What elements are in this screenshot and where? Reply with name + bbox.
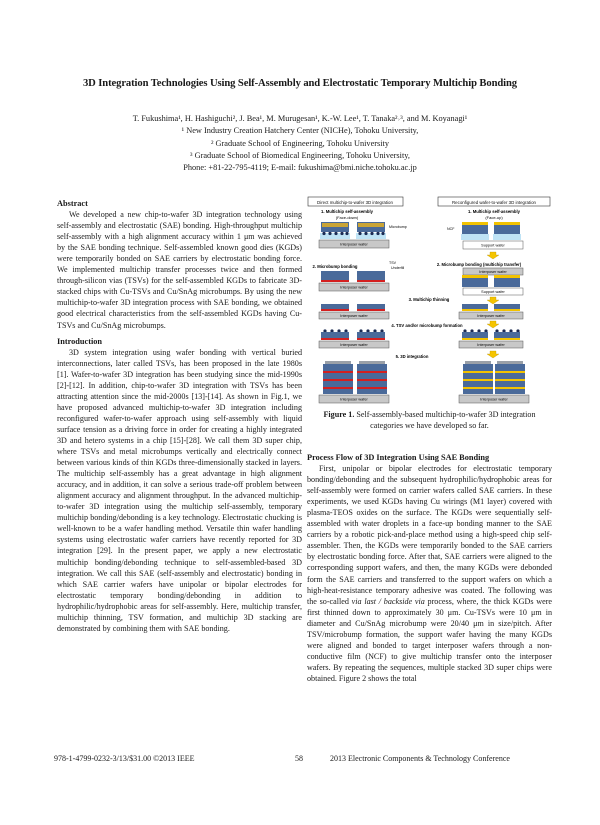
affiliation-2: ² Graduate School of Engineering, Tohoku University bbox=[210, 138, 390, 148]
introduction-text: 3D system integration using wafer bonding with vertical buried interconnections, later called TSVs, has been proposed in the late 1980s [1]. Wafer-to-wafer 3D integration has been studying since the mid-1990s [2]-[12]. In addition, chip-to-wafer 3D integration with TSVs has been attracting attention since the mid-2000s [13]-[14]. As shown in Fig.1, we have proposed advanced multichip-to-wafer 3D integration including reconfigured wafer-to-wafer approach using self-assembly with liquid surface tension as a driving force in order for creating a highly integrated 3D and hetero systems in a chip [15]-[28]. We call them 3D super chip, where TSVs and metal microbumps vertically and electrically connect between various kinds of thin KGDs three-dimensionally stacked in layers. The multichip self-assembly has a great advantage in high alignment accuracy, and in addition, it can solve a serious trade-off problem between alignment accuracy and alignment throughput. In the advanced multichip-to-wafer 3D integration using the multichip self-assembly, temporary multichip bonding/debonding is a key technology. Electrostatic chucking is well-known to be a wafer handling method. Versatile thin wafer handling systems using electrostatic wafer carriers have recently reported for 3D integration [29]. In the present paper, we apply a new electrostatic multichip bonding/debonding technique to self-assembled-based 3D integration. We call this SAE (self-assembly and electrostatic) bonding in which SAE carrier wafers have unipolar or bipolar electrodes for electrostatic temporary bonding/debonding in addition to hydrophilic/hydrophobic areas for self-assembly. Here, multichip transfer, multichip thinning, TSV formation, and multichip 3D stacking are demonstrated by combining them with SAE bonding. bbox=[57, 347, 302, 633]
author-list: T. Fukushima¹, H. Hashiguchi², J. Bea¹, M. Murugesan¹, K.-W. Lee¹, T. Tanaka²˒³, and M. Koyanagi¹ bbox=[132, 114, 468, 123]
svg-text:TSV: TSV bbox=[389, 261, 396, 265]
svg-text:Interposer wafer: Interposer wafer bbox=[480, 397, 508, 402]
right-column bbox=[307, 452, 552, 684]
svg-text:Interposer wafer: Interposer wafer bbox=[477, 343, 505, 347]
svg-text:Interposer wafer: Interposer wafer bbox=[340, 242, 368, 247]
left-column bbox=[57, 198, 302, 634]
figure-1-caption-text: Self-assembly-based multichip-to-wafer 3D integration categories we have developed so far. bbox=[354, 410, 536, 430]
left-step-2: 2. Microbump bonding bbox=[312, 264, 358, 269]
left-step-1: 1. Multichip self-assembly bbox=[321, 209, 373, 214]
svg-text:NCF: NCF bbox=[447, 227, 455, 231]
figure-1-caption bbox=[307, 409, 552, 431]
right-stack bbox=[463, 361, 525, 394]
step-5: 5. 3D integration bbox=[395, 354, 429, 359]
affiliation-3: ³ Graduate School of Biomedical Engineering, Tohoku University, bbox=[190, 150, 410, 160]
left-stack bbox=[323, 361, 387, 394]
right-step-1-sub: (Face-up) bbox=[485, 215, 503, 220]
svg-text:Interposer wafer: Interposer wafer bbox=[340, 314, 368, 318]
svg-text:Interposer wafer: Interposer wafer bbox=[340, 397, 368, 402]
left-step1-chips bbox=[320, 222, 407, 239]
abstract-text: We developed a new chip-to-wafer 3D integration technology using self-assembly and electrostatic (SAE) bonding. High-throughput multichip self-assembly with a high alignment accuracy within 1 μm was achieved by the SAE bonding technique. Self-assembled known good dies (KGDs) were temporarily bonded on SAE carriers by electrostatic bonding force. We implemented multichip transfer processes twice and then formed through-silicon vias (TSVs) for the self-assembled KGDs to fabricate 3D-stacked chips with Cu-TSVs and Cu/SnAg microbumps. By using the new multichip-to-wafer 3D integration process with SAE bonding, we obtained good electrical characteristics from the self-assembled KGDs having Cu-TSVs and Cu/SnAg microbumps. bbox=[57, 210, 302, 330]
svg-text:Support wafer: Support wafer bbox=[481, 243, 505, 248]
left-panel-title: Direct multichip-to-wafer 3D integration bbox=[317, 199, 393, 205]
abstract-heading: Abstract bbox=[57, 199, 88, 208]
introduction-heading: Introduction bbox=[57, 336, 103, 346]
affiliation-1: ¹ New Industry Creation Hatchery Center (NICHe), Tohoku University, bbox=[181, 126, 419, 136]
right-step1-chips bbox=[447, 222, 521, 240]
figure-1-label: Figure 1. bbox=[323, 410, 355, 419]
step-3: 3. Multichip thinning bbox=[408, 297, 450, 302]
contact-line: Phone: +81-22-795-4119; E-mail: fukushima@bmi.niche.tohoku.ac.jp bbox=[183, 163, 417, 173]
footer-page-number: 58 bbox=[295, 754, 303, 763]
footer-conference: 2013 Electronic Components & Technology Conference bbox=[330, 754, 510, 763]
svg-text:Support wafer: Support wafer bbox=[481, 290, 505, 294]
svg-text:Interposer wafer: Interposer wafer bbox=[340, 285, 368, 290]
figure-1 bbox=[307, 196, 552, 406]
process-flow-heading: Process Flow of 3D Integration Using SAE Bonding bbox=[307, 453, 490, 462]
svg-text:Interposer wafer: Interposer wafer bbox=[477, 314, 505, 318]
svg-text:Interposer wafer: Interposer wafer bbox=[479, 270, 507, 274]
right-step-1: 1. Multichip self-assembly bbox=[468, 209, 520, 214]
author-block bbox=[0, 113, 600, 174]
footer-isbn: 978-1-4799-0232-3/13/$31.00 ©2013 IEEE bbox=[54, 754, 195, 763]
paper-title: 3D Integration Technologies Using Self-Assembly and Electrostatic Temporary Multichip Bonding bbox=[82, 78, 517, 89]
svg-text:Interposer wafer: Interposer wafer bbox=[340, 343, 368, 347]
svg-text:Underfill: Underfill bbox=[391, 266, 405, 270]
right-step-2: 2. Microbump bonding (multichip transfer) bbox=[436, 262, 522, 267]
left-step-1-sub: (Face-down) bbox=[335, 215, 359, 220]
right-panel-title: Reconfigured wafer-to-wafer 3D integration bbox=[452, 199, 536, 205]
step-4: 4. TSV and/or microbump formation bbox=[391, 323, 463, 328]
via-last-term: via last / backside via bbox=[351, 596, 425, 606]
process-flow-text: First, unipolar or bipolar electrodes for electrostatic temporary bonding/debonding and the subsequent hydrophilic/hydrophobic areas for self-assembly were formed on carrier wafers called SAE carriers. In these experiments, we used KGDs having Cu wirings (M1 layer) covered with plasma-TEOS oxides on the surface. The KGDs were sequentially self-assembled with water droplets in a face-up bonding manner to the SAE carriers by a robotic pick-and-place method using a high-speed chip self-assembler. Then, the KGDs were temporarily bonded to the SAE carriers by electrostatic bonding force. After that, SAE carriers were aligned to the corresponding support wafers, and then, the many KGDs were debonded form the SAE carriers and transferred to the support wafers on which a high-heat-resistance temporary adhesive was coated. The following was the so-called via last / backside via process, where, the thick KGDs were first thinned down to approximately 30 μm. Cu-TSVs were 10 μm in diameter and Cu/SnAg microbump were 20/40 μm in size/pitch. After TSV/microbump formation, the support wafer having the many KGDs were aligned and bonded to target interposer wafers through a non-conductive film (NCF) to give multichip transfer onto the interposer wafers. By repeating the sequences, multiple stacked 3D super chips were obtained. Figure 2 shows the total bbox=[307, 464, 552, 683]
svg-text:Microbump: Microbump bbox=[389, 225, 407, 229]
